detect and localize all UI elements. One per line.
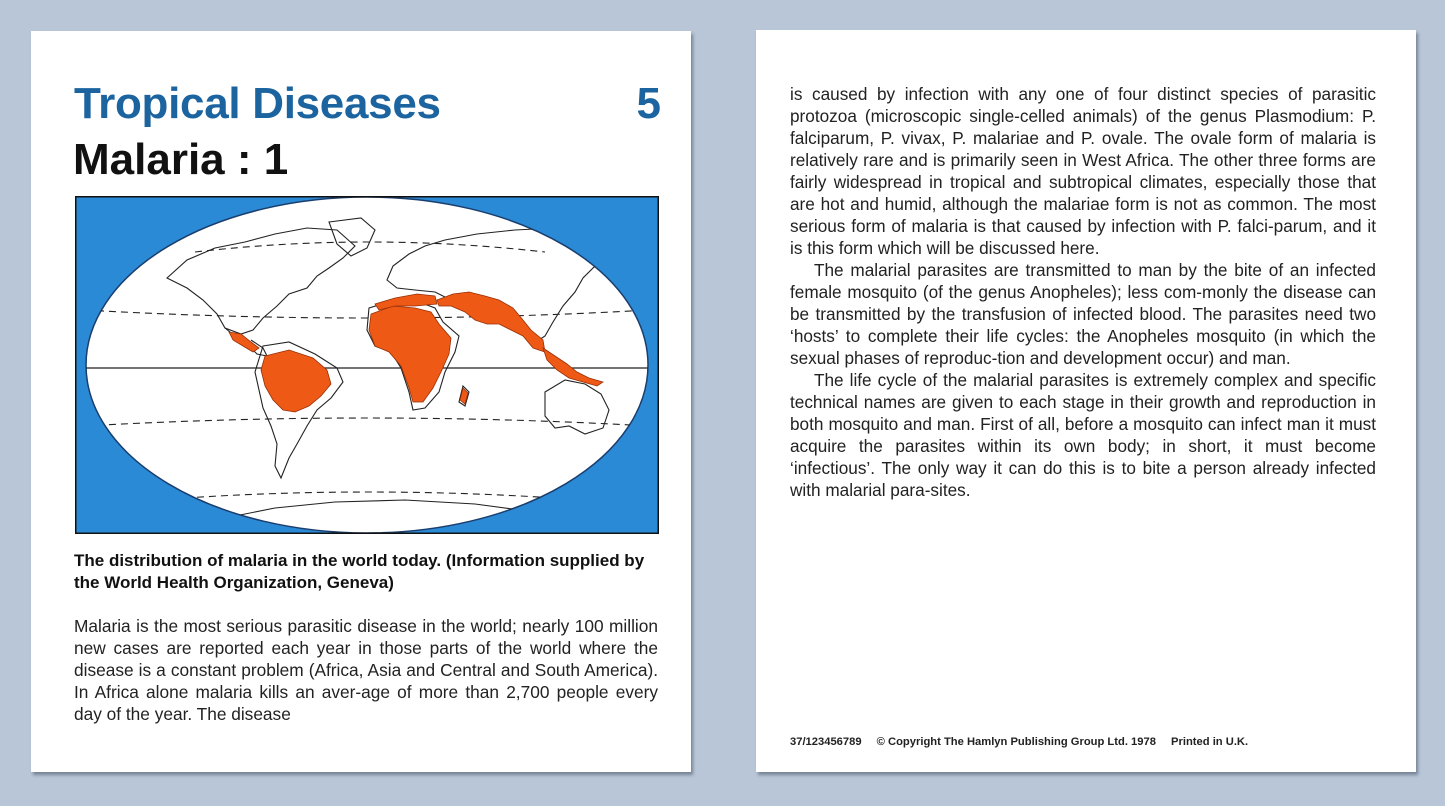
card-subtitle: Malaria : 1 [73,135,289,184]
back-paragraph-3: The life cycle of the malarial parasites is extremely complex and specific technical names are given to each stage in their growth and reproduction in both mosquito and man. First of all, before a mosquito can infect man it must acquire the parasites within its own body; in short, it must become ‘infectious’. The only way it can do this is to bite a person already infected with malarial para-sites. [790,370,1376,500]
front-card [31,31,691,772]
card-code: 37/123456789 [790,736,862,748]
world-malaria-map [75,196,659,534]
back-paragraph-2: The malarial parasites are transmitted to man by the bite of an infected female mosquito (of the genus Anopheles); less com-monly the disease can be transmitted by the transfusion of infected blood. The parasites need two ‘hosts’ to complete their life cycles: the Anopheles mosquito (in which the sexual phases of reproduc-tion and development occur) and man. [790,260,1376,368]
copyright-text: © Copyright The Hamlyn Publishing Group Ltd. 1978 [876,736,1156,748]
card-title: Tropical Diseases [74,79,441,128]
printed-in-text: Printed in U.K. [1171,736,1249,748]
card-number: 5 [636,79,661,128]
back-body-text [790,83,1376,501]
front-body-text: Malaria is the most serious parasitic disease in the world; nearly 100 million new cases are reported each year in those parts of the world where the disease is a constant problem (Africa, Asia and Central and South America). In Africa alone malaria kills an aver-age of more than 2,700 people every day of the year. The disease [74,616,658,724]
copyright-footer [790,736,1248,748]
back-paragraph-1: is caused by infection with any one of four distinct species of parasitic protozoa (microscopic single-celled animals) of the genus Plasmodium: P. falciparum, P. vivax, P. malariae and P. ovale. The ovale form of malaria is relatively rare and is primarily seen in West Africa. The other three forms are fairly widespread in tropical and subtropical climates, especially those that are hot and humid, although the malariae form is not as common. The most serious form of malaria is that caused by infection with P. falci-parum, and it is this form which will be discussed here. [790,84,1376,258]
back-card [756,30,1416,772]
map-caption: The distribution of malaria in the world today. (Information supplied by the World Health Organization, Geneva) [74,551,645,592]
